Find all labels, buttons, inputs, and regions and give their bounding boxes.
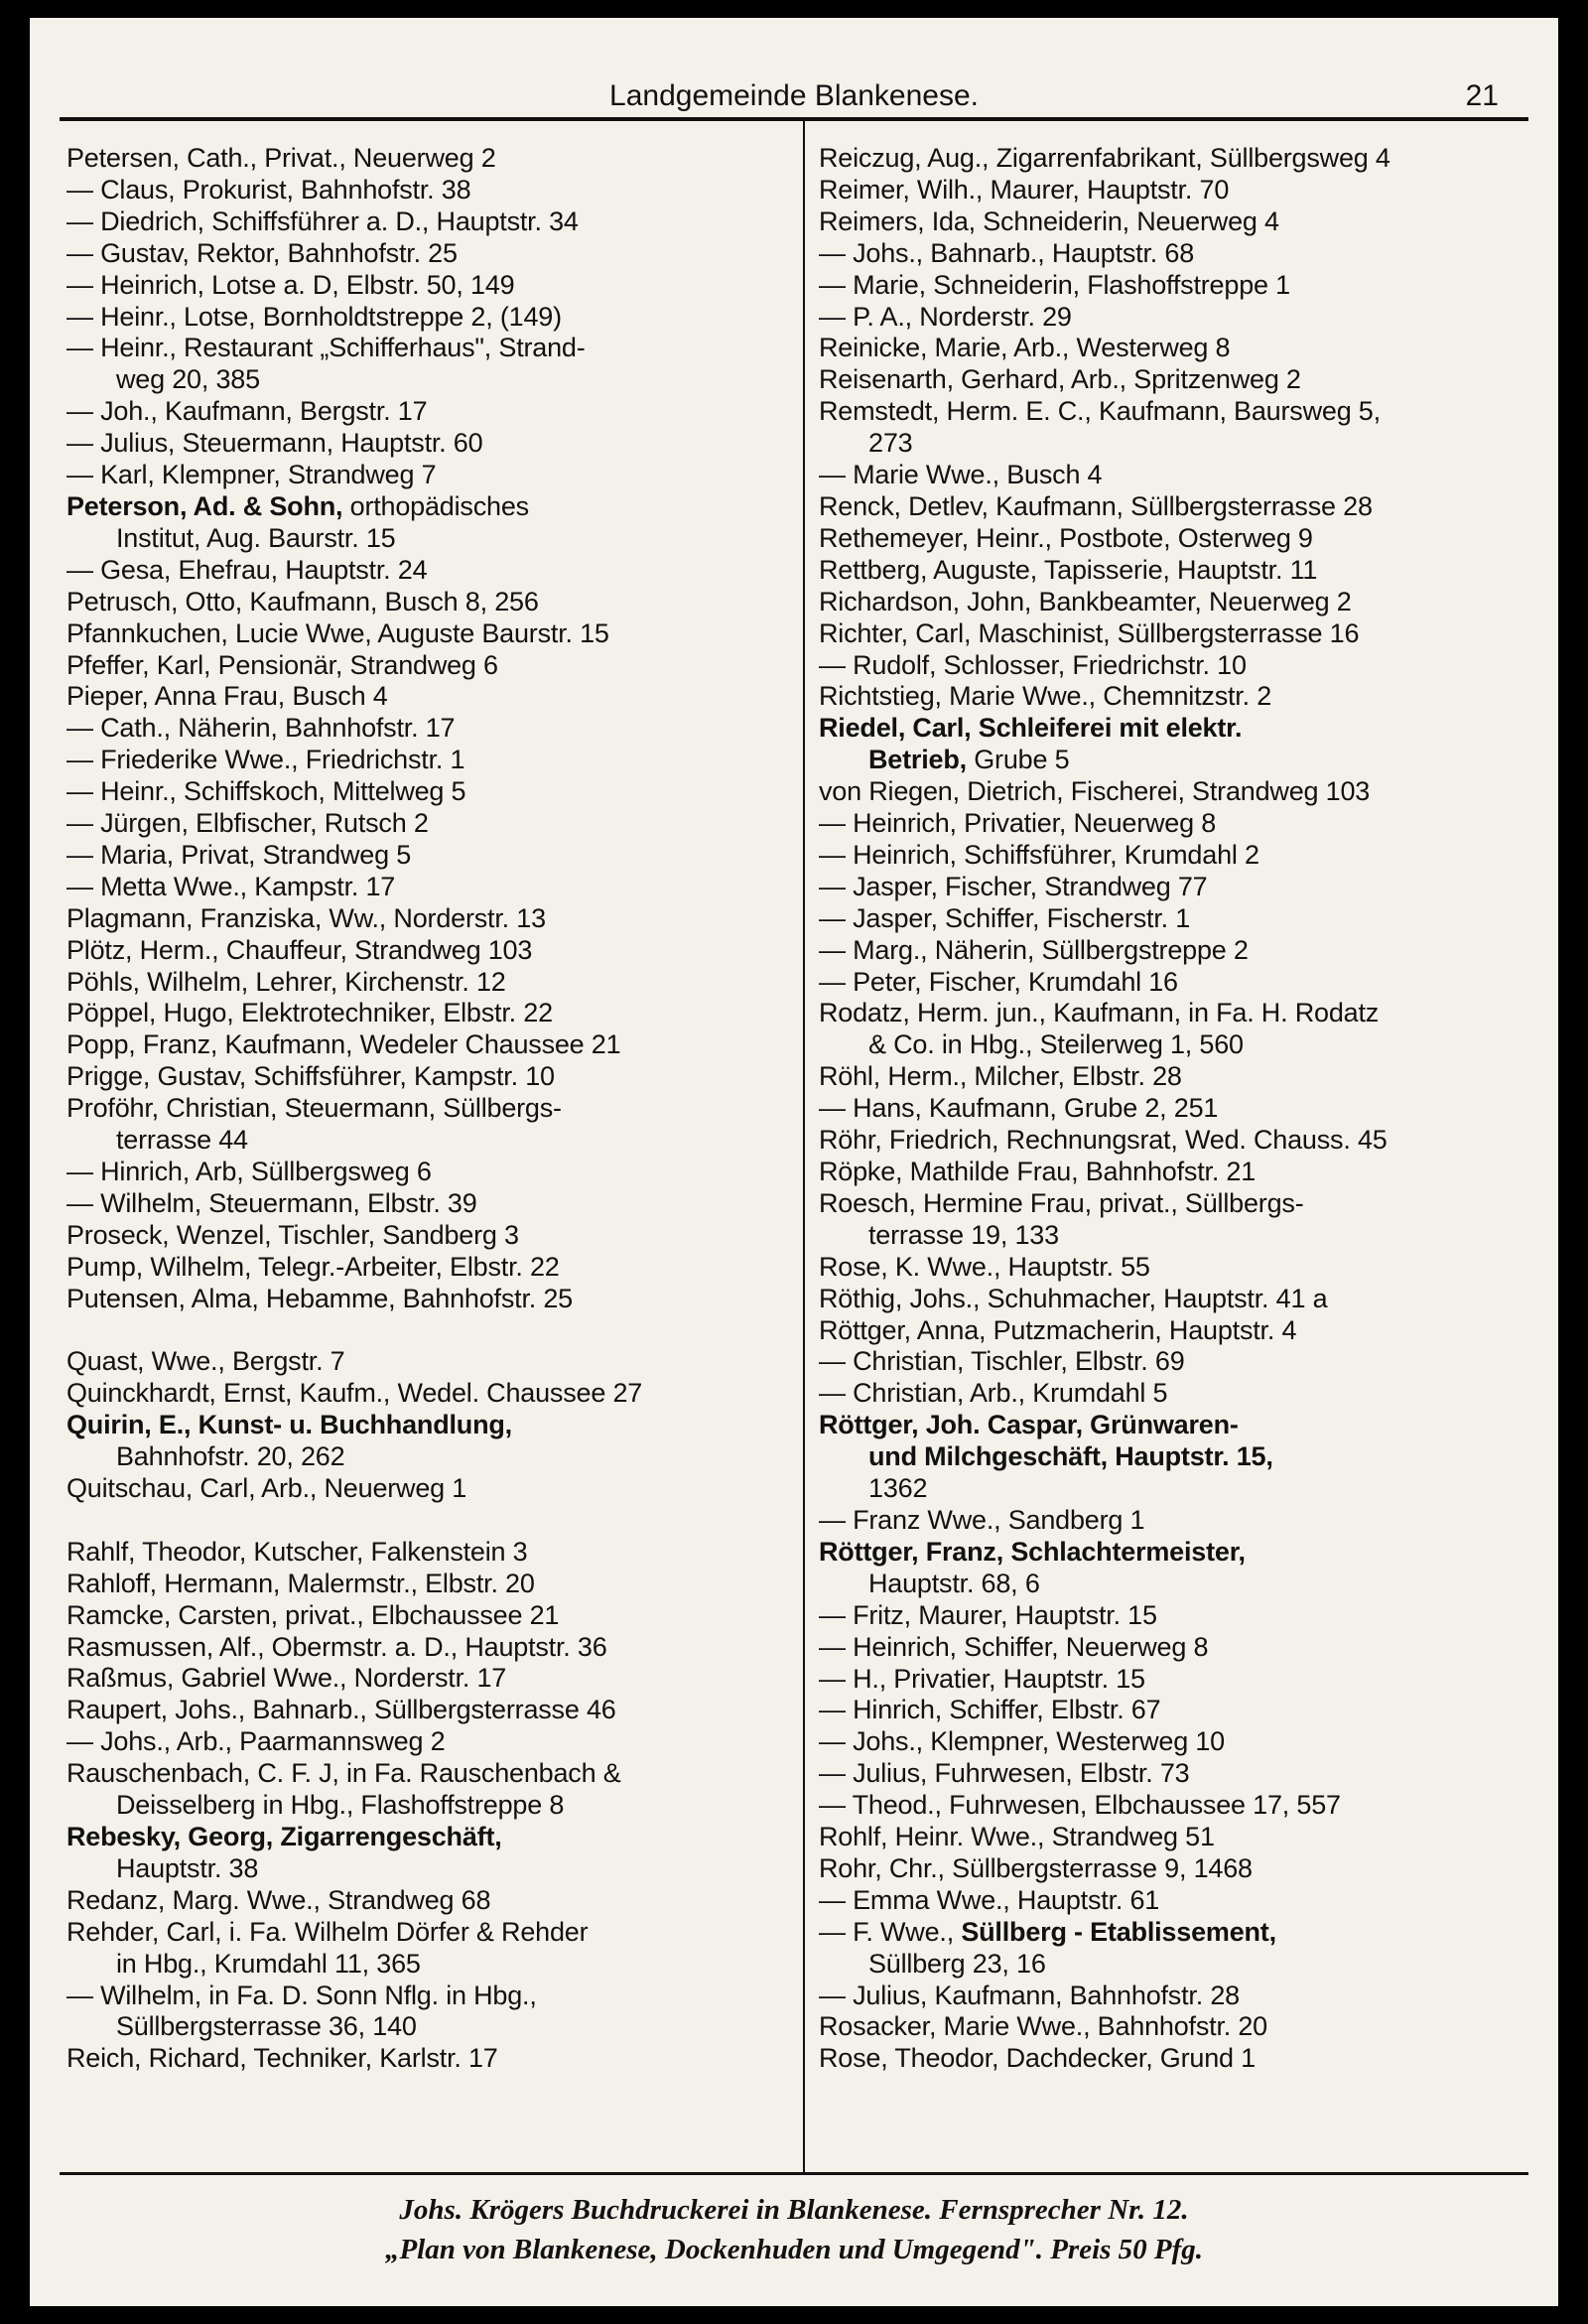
directory-entry: [819, 1061, 1533, 1093]
directory-entry: [66, 1029, 781, 1061]
entry-text: Rosacker, Marie Wwe., Bahnhofstr. 20: [819, 2011, 1267, 2042]
left-column: [66, 143, 781, 2075]
entry-text: Riedel, Carl, Schleiferei mit elektr.: [819, 713, 1243, 744]
entry-text-tail: orthopädisches: [342, 490, 529, 521]
continuation-text: Betrieb,: [868, 745, 967, 775]
entry-text: — Hinrich, Schiffer, Elbstr. 67: [819, 1695, 1161, 1725]
phone-number: 149: [470, 269, 515, 300]
directory-entry: [66, 333, 781, 396]
entry-text: — H., Privatier, Hauptstr. 15: [819, 1663, 1145, 1694]
directory-entry: [819, 1695, 1533, 1726]
directory-entry: [819, 555, 1533, 587]
continuation-text: Deisselberg in Hbg., Flashoffstreppe 8: [116, 1790, 565, 1821]
entry-text: — Claus, Prokurist, Bahnhofstr. 38: [66, 174, 471, 205]
directory-entry: [66, 967, 781, 999]
column-divider: [803, 121, 805, 2172]
directory-entry: [66, 2043, 781, 2075]
continuation-text: in Hbg., Krumdahl 11,: [116, 1948, 369, 1979]
entry-continuation: [66, 1790, 781, 1822]
right-column: [819, 143, 1533, 2075]
entry-text: — Heinrich, Schiffsführer, Krumdahl 2: [819, 839, 1259, 870]
directory-entry: [66, 1600, 781, 1632]
directory-entry: [66, 840, 781, 872]
entry-text: — Theod., Fuhrwesen, Elbchaussee 17,: [819, 1790, 1290, 1821]
directory-entry: [819, 1537, 1533, 1600]
directory-entry: [819, 460, 1533, 491]
directory-entry: [66, 1758, 781, 1822]
entry-text: Reiczug, Aug., Zigarrenfabrikant, Süllbergsweg 4: [819, 143, 1390, 173]
directory-entry: [819, 713, 1533, 776]
entry-text: Pump, Wilhelm, Telegr.-Arbeiter, Elbstr. 22: [66, 1251, 560, 1282]
directory-entry: [819, 1885, 1533, 1917]
directory-entry: [819, 364, 1533, 396]
directory-entry: [66, 460, 781, 491]
phone-number: 1468: [1193, 1852, 1253, 1883]
directory-entry: [819, 1188, 1533, 1252]
entry-text: — Karl, Klempner, Strandweg 7: [66, 460, 437, 490]
entry-continuation: [819, 1949, 1533, 1981]
entry-text: — Johs., Klempner, Westerweg 10: [819, 1726, 1225, 1757]
directory-entry: [66, 1695, 781, 1726]
directory-entry: [66, 1632, 781, 1664]
directory-entry: [819, 1726, 1533, 1758]
entry-text: Richtstieg, Marie Wwe., Chemnitzstr. 2: [819, 681, 1272, 712]
entry-text: — Marie, Schneiderin, Flashoffstreppe 1: [819, 269, 1290, 300]
directory-entry: [66, 1663, 781, 1695]
directory-entry: [66, 587, 781, 618]
directory-entry: [819, 998, 1533, 1061]
entry-text: — Maria, Privat, Strandweg 5: [66, 839, 412, 870]
entry-text: Raßmus, Gabriel Wwe., Norderstr. 17: [66, 1663, 507, 1694]
entry-text: Quast, Wwe., Bergstr. 7: [66, 1346, 345, 1377]
entry-text: von Riegen, Dietrich, Fischerei, Strandweg 103: [819, 776, 1371, 807]
entry-text: Raupert, Johs., Bahnarb., Süllbergsterrasse 46: [66, 1695, 616, 1725]
directory-entry: [819, 1790, 1533, 1822]
entry-text: Pieper, Anna Frau, Busch 4: [66, 681, 388, 712]
entry-text: — F. Wwe.,: [819, 1916, 955, 1947]
directory-entry: [66, 302, 781, 334]
entry-text: Peterson, Ad. & Sohn,: [66, 490, 343, 521]
phone-number: 133: [1014, 1219, 1059, 1250]
entry-text: — Julius, Fuhrwesen, Elbstr. 73: [819, 1758, 1190, 1789]
section-gap: [66, 1315, 781, 1347]
directory-entry: [66, 1917, 781, 1981]
directory-entry: [66, 650, 781, 682]
entry-text: — Heinrich, Schiffer, Neuerweg 8: [819, 1631, 1209, 1662]
directory-entry: [66, 270, 781, 302]
directory-entry: [819, 1822, 1533, 1853]
entry-text: — Cath., Näherin, Bahnhofstr. 17: [66, 713, 456, 744]
directory-entry: [819, 396, 1533, 460]
entry-text: Reinicke, Marie, Arb., Westerweg 8: [819, 333, 1231, 363]
directory-entry: [66, 1981, 781, 2044]
entry-text: Roesch, Hermine Frau, privat., Süllbergs-: [819, 1187, 1304, 1218]
entry-text: — Joh., Kaufmann, Bergstr. 17: [66, 396, 428, 427]
entry-text: — Marie Wwe., Busch 4: [819, 460, 1103, 490]
entry-continuation: [66, 364, 781, 396]
directory-entry: [819, 2011, 1533, 2043]
directory-entry: [66, 1284, 781, 1315]
entry-text: Reimers, Ida, Schneiderin, Neuerweg 4: [819, 205, 1279, 236]
entry-text: Remstedt, Herm. E. C., Kaufmann, Baursweg 5,: [819, 396, 1381, 427]
entry-continuation: [66, 1125, 781, 1157]
directory-entry: [66, 175, 781, 206]
entry-text: Rohr, Chr., Süllbergsterrasse 9,: [819, 1852, 1187, 1883]
entry-text: Renck, Detlev, Kaufmann, Süllbergsterrasse 28: [819, 490, 1373, 521]
entry-text: Putensen, Alma, Hebamme, Bahnhofstr. 25: [66, 1283, 573, 1313]
directory-entry: [819, 1473, 1533, 1505]
directory-entry: [819, 206, 1533, 238]
entry-text: Richardson, John, Bankbeamter, Neuerweg 2: [819, 586, 1352, 616]
continuation-text: terrasse 44: [116, 1125, 248, 1156]
entry-text: — Julius, Steuermann, Hauptstr. 60: [66, 428, 483, 459]
directory-entry: [66, 681, 781, 713]
entry-text: — Franz Wwe., Sandberg 1: [819, 1504, 1145, 1535]
directory-entry: [66, 206, 781, 238]
directory-entry: [66, 1378, 781, 1410]
directory-entry: [66, 1061, 781, 1093]
phone-number: 262: [300, 1441, 345, 1472]
directory-entry: [66, 935, 781, 967]
entry-text: [819, 1473, 868, 1503]
entry-text: — Hinrich, Arb, Süllbergsweg 6: [66, 1157, 432, 1186]
directory-entry: [819, 587, 1533, 618]
entry-text: Rasmussen, Alf., Obermstr. a. D., Hauptstr. 36: [66, 1631, 607, 1662]
page-footer: [60, 2190, 1528, 2269]
section-gap: [66, 1505, 781, 1537]
entry-text: — Jürgen, Elbfischer, Rutsch 2: [66, 808, 429, 839]
entry-text: Röhl, Herm., Milcher, Elbstr. 28: [819, 1061, 1182, 1092]
entry-text: Rethemeyer, Heinr., Postbote, Osterweg 9: [819, 522, 1313, 553]
entry-text: Rohlf, Heinr. Wwe., Strandweg 51: [819, 1822, 1215, 1852]
directory-entry: [819, 175, 1533, 206]
directory-entry: [66, 998, 781, 1029]
directory-entry: [66, 1093, 781, 1157]
phone-number: 557: [1296, 1790, 1341, 1821]
directory-page: [30, 18, 1558, 2306]
directory-entry: [819, 1378, 1533, 1410]
directory-entry: [819, 1600, 1533, 1632]
entry-text: — Heinrich, Lotse a. D, Elbstr. 50,: [66, 269, 463, 300]
entry-text: Popp, Franz, Kaufmann, Wedeler Chaussee 21: [66, 1029, 621, 1060]
entry-text: Plötz, Herm., Chauffeur, Strandweg 103: [66, 934, 533, 965]
directory-entry: [819, 238, 1533, 270]
directory-entry: [66, 555, 781, 587]
continuation-text: & Co. in Hbg., Steilerweg 1,: [868, 1029, 1193, 1060]
entry-text: — Fritz, Maurer, Hauptstr. 15: [819, 1599, 1157, 1630]
directory-entry: [66, 1157, 781, 1188]
entry-text: Rettberg, Auguste, Tapisserie, Hauptstr. 11: [819, 554, 1318, 585]
entry-text: — Rudolf, Schlosser, Friedrichstr. 10: [819, 649, 1247, 680]
entry-text: — Heinr., Schiffskoch, Mittelweg 5: [66, 776, 466, 807]
entry-text: Pöppel, Hugo, Elektrotechniker, Elbstr. 22: [66, 998, 553, 1028]
entry-text: — Marg., Näherin, Süllbergstreppe 2: [819, 934, 1249, 965]
continuation-text: Hauptstr. 38: [116, 1852, 259, 1883]
entry-text: — Hans, Kaufmann, Grube 2,: [819, 1093, 1167, 1124]
entry-text: Röthig, Johs., Schuhmacher, Hauptstr. 41 a: [819, 1283, 1328, 1313]
directory-entry: [66, 808, 781, 840]
entry-text: Quitschau, Carl, Arb., Neuerweg 1: [66, 1473, 467, 1504]
entry-text: — P. A., Norderstr. 29: [819, 301, 1072, 332]
directory-entry: [819, 935, 1533, 967]
directory-entry: [819, 650, 1533, 682]
entry-text: — Peter, Fischer, Krumdahl 16: [819, 966, 1178, 997]
directory-entry: [66, 1252, 781, 1284]
directory-entry: [819, 1664, 1533, 1696]
directory-entry: [819, 903, 1533, 935]
directory-entry: [819, 1917, 1533, 1981]
directory-entry: [819, 872, 1533, 903]
continuation-text: Bahnhofstr. 20,: [116, 1441, 294, 1472]
directory-entry: [819, 1758, 1533, 1790]
directory-entry: [66, 1726, 781, 1758]
directory-entry: [66, 1220, 781, 1252]
entry-text: Ramcke, Carsten, privat., Elbchaussee 21: [66, 1599, 560, 1630]
directory-entry: [66, 1346, 781, 1378]
phone-number: 273: [868, 428, 913, 459]
directory-entry: [819, 618, 1533, 650]
entry-text: Reimer, Wilh., Maurer, Hauptstr. 70: [819, 174, 1230, 205]
directory-entry: [66, 1885, 781, 1917]
directory-entry: [66, 618, 781, 650]
directory-entry: [66, 143, 781, 175]
entry-text: Röttger, Franz, Schlachtermeister,: [819, 1536, 1246, 1567]
phone-number: 385: [215, 364, 260, 395]
directory-entry: [66, 238, 781, 270]
footer-rule: [60, 2172, 1528, 2175]
continuation-text: Institut, Aug. Baurstr. 15: [116, 522, 396, 553]
entry-text: — Jasper, Fischer, Strandweg 77: [819, 871, 1208, 901]
entry-text: — Wilhelm, in Fa. D. Sonn Nflg. in Hbg.,: [66, 1980, 537, 2010]
entry-continuation: [66, 1441, 781, 1473]
entry-text: Pfeffer, Karl, Pensionär, Strandweg 6: [66, 649, 498, 680]
continuation-text: Hauptstr. 68,: [868, 1568, 1018, 1598]
entry-continuation: [819, 1569, 1533, 1600]
entry-text: — Heinr., Restaurant „Schifferhaus", Strand-: [66, 333, 586, 363]
directory-entry: [819, 1125, 1533, 1157]
entry-continuation: [819, 745, 1533, 776]
continuation-text: terrasse 19,: [868, 1219, 1008, 1250]
directory-entry: [819, 1093, 1533, 1125]
entry-text: Reisenarth, Gerhard, Arb., Spritzenweg 2: [819, 364, 1301, 395]
directory-entry: [66, 491, 781, 555]
entry-text: — Wilhelm, Steuermann, Elbstr. 39: [66, 1187, 477, 1218]
directory-entry: [819, 333, 1533, 364]
entry-continuation: [819, 1220, 1533, 1252]
entry-text: — Christian, Tischler, Elbstr. 69: [819, 1346, 1185, 1377]
entry-continuation: [819, 1029, 1533, 1061]
entry-text: — Christian, Arb., Krumdahl 5: [819, 1378, 1168, 1409]
entry-continuation: [66, 1949, 781, 1981]
entry-text: Quinckhardt, Ernst, Kaufm., Wedel. Chaussee 27: [66, 1378, 643, 1409]
directory-entry: [66, 1822, 781, 1885]
phone-number: 251: [1173, 1093, 1219, 1124]
directory-entry: [819, 1284, 1533, 1315]
entry-text: Prigge, Gustav, Schiffsführer, Kampstr. 10: [66, 1061, 555, 1092]
directory-entry: [819, 1315, 1533, 1347]
entry-text: — Johs., Bahnarb., Hauptstr. 68: [819, 237, 1195, 268]
directory-entry: [819, 776, 1533, 808]
directory-entry: [819, 270, 1533, 302]
directory-entry: [819, 1157, 1533, 1188]
directory-entry: [819, 491, 1533, 523]
entry-text: — Friederike Wwe., Friedrichstr. 1: [66, 745, 465, 775]
entry-text: — Heinrich, Privatier, Neuerweg 8: [819, 808, 1217, 839]
phone-number: 365: [376, 1948, 421, 1979]
entry-text: Rebesky, Georg, Zigarrengeschäft,: [66, 1822, 502, 1851]
footer-line-2: „Plan von Blankenese, Dockenhuden und Umgegend". Preis 50 Pfg.: [384, 2234, 1204, 2265]
phone-number: 560: [1199, 1029, 1244, 1060]
directory-entry: [819, 1505, 1533, 1537]
entry-text: Reich, Richard, Techniker, Karlstr. 17: [66, 2043, 498, 2074]
phone-number: (149): [499, 301, 562, 332]
directory-entry: [819, 1252, 1533, 1284]
directory-entry: [819, 681, 1533, 713]
directory-entry: [66, 872, 781, 903]
directory-entry: [66, 713, 781, 745]
entry-text: Quirin, E., Kunst- u. Buchhandlung,: [66, 1410, 512, 1440]
entry-text: Plagmann, Franziska, Ww., Norderstr. 13: [66, 902, 546, 933]
directory-entry: [819, 1853, 1533, 1885]
entry-text: Röttger, Anna, Putzmacherin, Hauptstr. 4: [819, 1314, 1297, 1345]
entry-text: Redanz, Marg. Wwe., Strandweg 68: [66, 1884, 491, 1915]
entry-text: Petrusch, Otto, Kaufmann, Busch 8,: [66, 586, 487, 616]
phone-number: 16: [1016, 1948, 1046, 1979]
directory-entry: [819, 1346, 1533, 1378]
directory-entry: [819, 840, 1533, 872]
continuation-text: Süllbergsterrasse 36,: [116, 2011, 365, 2042]
entry-text: Pöhls, Wilhelm, Lehrer, Kirchenstr. 12: [66, 966, 506, 997]
directory-entry: [819, 1632, 1533, 1664]
entry-text: — Jasper, Schiffer, Fischerstr. 1: [819, 902, 1191, 933]
header-rule: [60, 117, 1528, 121]
entry-continuation: [66, 2011, 781, 2043]
entry-text: Rodatz, Herm. jun., Kaufmann, in Fa. H. Rodatz: [819, 998, 1380, 1028]
directory-entry: [66, 396, 781, 428]
footer-line-1: Johs. Krögers Buchdruckerei in Blankenese. Fernsprecher Nr. 12.: [399, 2194, 1189, 2226]
directory-entry: [819, 1981, 1533, 2012]
directory-entry: [66, 1188, 781, 1220]
entry-text: Rauschenbach, C. F. J, in Fa. Rauschenbach &: [66, 1758, 621, 1789]
continuation-text: Süllberg 23,: [868, 1948, 1009, 1979]
entry-text: Röhr, Friedrich, Rechnungsrat, Wed. Chauss. 45: [819, 1125, 1388, 1156]
entry-text: — Emma Wwe., Hauptstr. 61: [819, 1884, 1160, 1915]
continuation-text: weg 20,: [116, 364, 209, 395]
directory-entry: [66, 1569, 781, 1600]
entry-text: Richter, Carl, Maschinist, Süllbergsterrasse 16: [819, 617, 1360, 648]
directory-entry: [819, 808, 1533, 840]
directory-entry: [66, 776, 781, 808]
directory-entry: [66, 428, 781, 460]
phone-number: 1362: [868, 1473, 928, 1504]
entry-continuation: [819, 1441, 1533, 1473]
entry-text: Röttger, Joh. Caspar, Grünwaren-: [819, 1410, 1239, 1440]
directory-entry: [66, 903, 781, 935]
entry-text: — Johs., Arb., Paarmannsweg 2: [66, 1726, 446, 1757]
directory-entry: [819, 1410, 1533, 1473]
directory-entry: [66, 1473, 781, 1505]
entry-continuation: [66, 523, 781, 555]
entry-text: — Metta Wwe., Kampstr. 17: [66, 871, 396, 901]
entry-text: Rehder, Carl, i. Fa. Wilhelm Dörfer & Rehder: [66, 1916, 589, 1947]
directory-entry: [819, 302, 1533, 334]
directory-entry: [819, 2043, 1533, 2075]
directory-entry: [819, 143, 1533, 175]
page-title: Landgemeinde Blankenese.: [609, 79, 979, 112]
entry-text: — Diedrich, Schiffsführer a. D., Hauptstr. 34: [66, 205, 579, 236]
page-header: [60, 60, 1528, 119]
directory-entry: [819, 523, 1533, 555]
entry-text: Pfannkuchen, Lucie Wwe, Auguste Baurstr. 15: [66, 617, 609, 648]
phone-number: 256: [494, 586, 539, 616]
entry-text: — Gesa, Ehefrau, Hauptstr. 24: [66, 554, 428, 585]
entry-text: Rahloff, Hermann, Malermstr., Elbstr. 20: [66, 1568, 535, 1598]
entry-text: Proseck, Wenzel, Tischler, Sandberg 3: [66, 1219, 519, 1250]
entry-text: Rose, Theodor, Dachdecker, Grund 1: [819, 2043, 1256, 2074]
directory-entry: [66, 745, 781, 776]
phone-number: 6: [1024, 1568, 1040, 1598]
entry-continuation: [66, 1853, 781, 1885]
continuation-text: und Milchgeschäft, Hauptstr. 15,: [868, 1441, 1273, 1472]
entry-text: Rahlf, Theodor, Kutscher, Falkenstein 3: [66, 1536, 528, 1567]
page-number: 21: [1465, 79, 1499, 112]
directory-entry: [66, 1410, 781, 1473]
entry-text: — Gustav, Rektor, Bahnhofstr. 25: [66, 237, 458, 268]
continuation-tail: Grube 5: [966, 745, 1070, 775]
directory-entry: [66, 1537, 781, 1569]
entry-text: Petersen, Cath., Privat., Neuerweg 2: [66, 143, 496, 173]
entry-text: — Julius, Kaufmann, Bahnhofstr. 28: [819, 1980, 1240, 2010]
phone-number: 140: [372, 2011, 417, 2042]
entry-text: Proföhr, Christian, Steuermann, Süllbergs-: [66, 1093, 562, 1124]
entry-text-bold: Süllberg - Etablissement,: [954, 1916, 1276, 1947]
entry-text: — Heinr., Lotse, Bornholdtstreppe 2,: [66, 301, 493, 332]
directory-entry: [819, 967, 1533, 999]
entry-continuation: [819, 428, 1533, 460]
entry-text: Röpke, Mathilde Frau, Bahnhofstr. 21: [819, 1157, 1257, 1186]
entry-text: Rose, K. Wwe., Hauptstr. 55: [819, 1251, 1150, 1282]
